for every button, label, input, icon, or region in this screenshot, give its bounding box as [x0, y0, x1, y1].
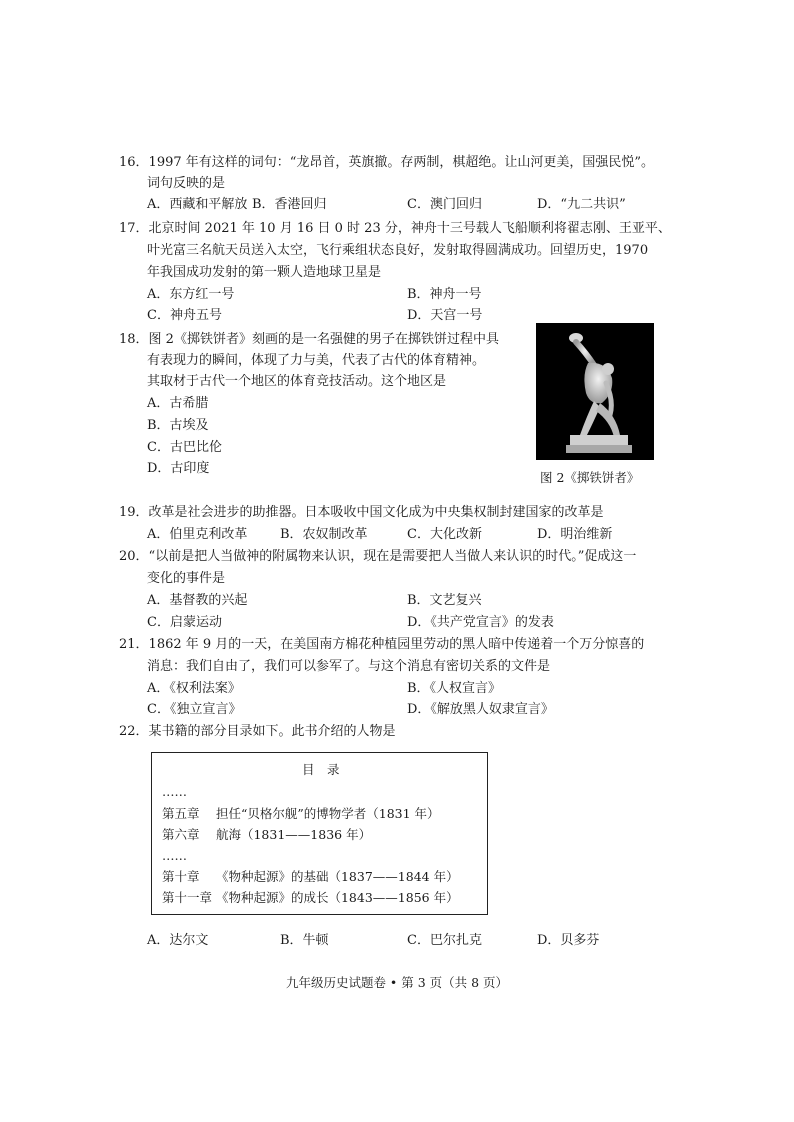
figure-caption: 图 2《掷铁饼者》	[540, 470, 640, 485]
toc-chapter-11: 第十一章 《物种起源》的成长（1843——1856 年）	[162, 890, 459, 905]
q21-option-d: D．《解放黑人奴隶宣言》	[407, 702, 554, 717]
q16-option-a: A．西藏和平解放	[147, 197, 248, 212]
toc-title: 目 录	[302, 762, 340, 777]
q16-stem-line1: 16．1997 年有这样的词句：“龙昂首，英旗撤。存两制，棋超绝。让山河更美，国强民悦”。	[119, 155, 655, 170]
q20-stem-line2: 变化的事件是	[147, 571, 226, 586]
q20-option-a: A．基督教的兴起	[147, 593, 248, 608]
q20-option-d: D．《共产党宣言》的发表	[407, 615, 554, 630]
q17-option-a: A．东方红一号	[147, 287, 235, 302]
q21-option-c: C．《独立宣言》	[147, 702, 242, 717]
toc-ellipsis-2: ……	[162, 848, 187, 863]
toc-ellipsis-1: ……	[162, 784, 187, 799]
q17-option-d: D．天宫一号	[407, 308, 483, 323]
q22-option-a: A．达尔文	[147, 933, 209, 948]
q21-option-b: B．《人权宣言》	[407, 681, 502, 696]
q18-stem-line1: 18．图 2《掷铁饼者》刻画的是一名强健的男子在掷铁饼过程中具	[119, 332, 499, 347]
q16-option-d: D．“九二共识”	[537, 197, 626, 212]
q21-stem-line1: 21．1862 年 9 月的一天，在美国南方棉花种植园里劳动的黑人暗中传递着一个万分惊喜的	[119, 637, 645, 652]
q19-option-a: A．伯里克利改革	[147, 527, 248, 542]
page-footer: 九年级历史试题卷 • 第 3 页（共 8 页）	[285, 975, 509, 990]
q19-option-c: C．大化改新	[407, 527, 482, 542]
discobolus-statue-image	[536, 323, 654, 460]
q18-stem-line2: 有表现力的瞬间，体现了力与美，代表了古代的体育精神。	[147, 353, 486, 368]
q17-option-c: C．神舟五号	[147, 308, 222, 323]
q17-stem-line1: 17．北京时间 2021 年 10 月 16 日 0 时 23 分，神舟十三号载人飞船顺利将翟志刚、王亚平、	[119, 221, 671, 236]
q18-option-a: A．古希腊	[147, 396, 209, 411]
q20-option-b: B．文艺复兴	[407, 593, 482, 608]
q19-stem-line1: 19．改革是社会进步的助推器。日本吸收中国文化成为中央集权制封建国家的改革是	[119, 505, 604, 520]
table-of-contents-box	[151, 752, 488, 915]
q16-option-b: B．香港回归	[252, 197, 327, 212]
toc-chapter-6: 第六章 航海（1831——1836 年）	[162, 827, 372, 842]
q18-option-b: B．古埃及	[147, 418, 209, 433]
toc-chapter-10: 第十章 《物种起源》的基础（1837——1844 年）	[162, 869, 459, 884]
q16-option-c: C．澳门回归	[407, 197, 482, 212]
q22-option-d: D．贝多芬	[537, 933, 600, 948]
q17-stem-line3: 年我国成功发射的第一颗人造地球卫星是	[147, 265, 382, 280]
q16-stem-line2: 词句反映的是	[147, 176, 226, 191]
q19-option-b: B．农奴制改革	[280, 527, 368, 542]
q22-option-b: B．牛顿	[280, 933, 329, 948]
q20-option-c: C．启蒙运动	[147, 615, 222, 630]
q19-option-d: D．明治维新	[537, 527, 613, 542]
q20-stem-line1: 20．“以前是把人当做神的附属物来认识，现在是需要把人当做人来认识的时代。”促成这一	[119, 549, 637, 564]
q22-option-c: C．巴尔扎克	[407, 933, 482, 948]
q21-option-a: A．《权利法案》	[147, 681, 241, 696]
q17-option-b: B．神舟一号	[407, 287, 482, 302]
toc-chapter-5: 第五章 担任“贝格尔舰”的博物学者（1831 年）	[162, 806, 440, 821]
q17-stem-line2: 叶光富三名航天员送入太空，飞行乘组状态良好，发射取得圆满成功。回望历史，1970	[147, 243, 649, 258]
q21-stem-line2: 消息：我们自由了，我们可以参军了。与这个消息有密切关系的文件是	[147, 659, 551, 674]
q18-option-d: D．古印度	[147, 461, 210, 476]
q18-option-c: C．古巴比伦	[147, 440, 222, 455]
q18-stem-line3: 其取材于古代一个地区的体育竞技活动。这个地区是	[147, 374, 447, 389]
q22-stem-line1: 22．某书籍的部分目录如下。此书介绍的人物是	[119, 724, 396, 739]
